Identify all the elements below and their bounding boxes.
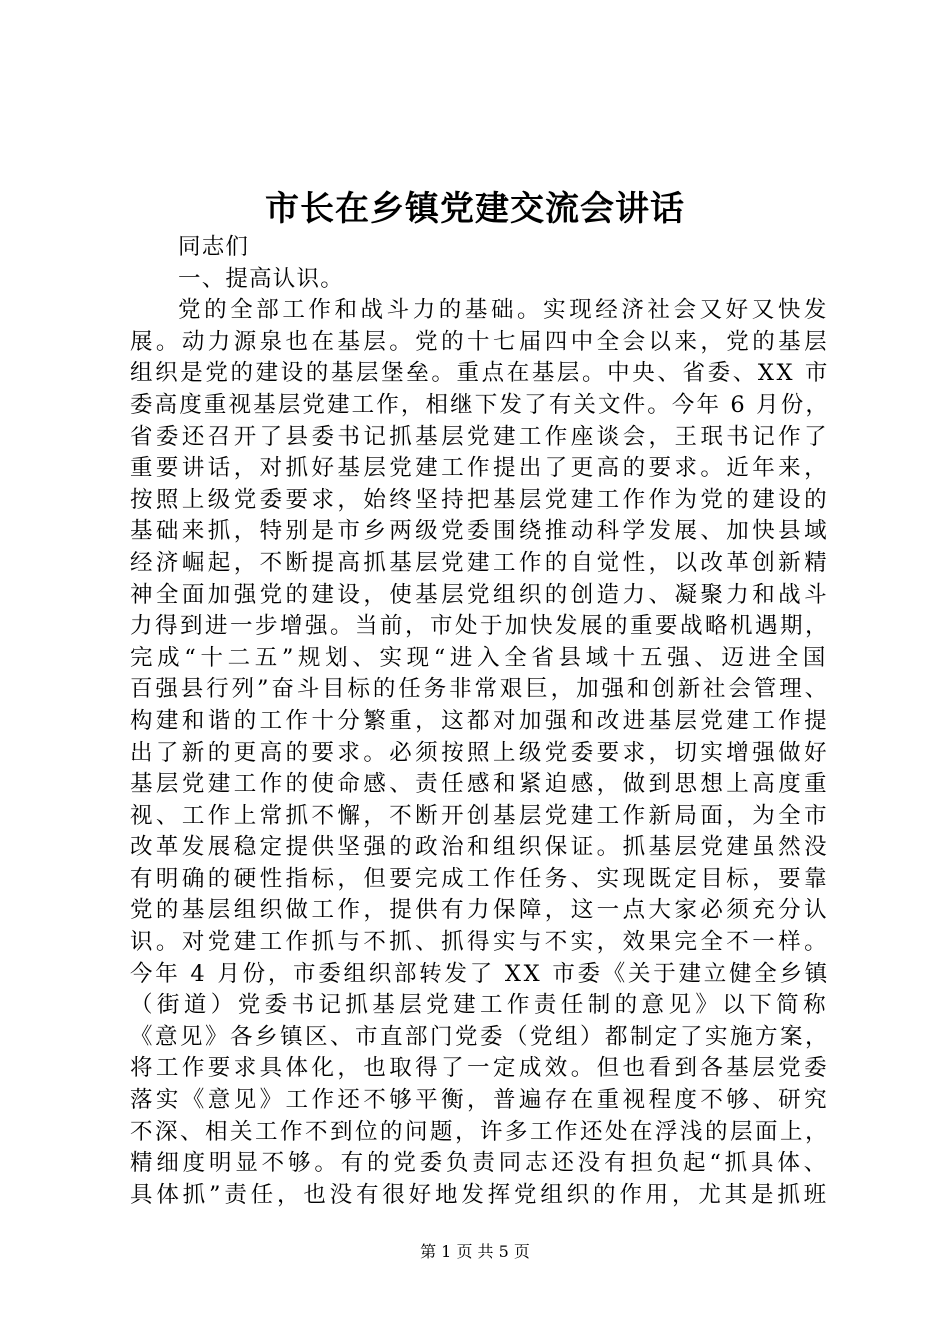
paragraph-line: 精细度明显不够。有的党委负责同志还没有担负起“抓具体、 [130, 1150, 830, 1177]
page-number-footer: 第 1 页 共 5 页 [420, 1242, 530, 1261]
document-body [130, 232, 830, 1211]
paragraph-line: 组织是党的建设的基层堡垒。重点在基层。中央、省委、XX 市 [130, 360, 830, 387]
paragraph-line: 《意见》各乡镇区、市直部门党委（党组）都制定了实施方案， [130, 1023, 830, 1050]
paragraph-line: 今年 4 月份，市委组织部转发了 XX 市委《关于建立健全乡镇 [130, 960, 830, 987]
paragraph-line: 出了新的更高的要求。必须按照上级党委要求，切实增强做好 [130, 739, 830, 766]
paragraph-line: 将工作要求具体化，也取得了一定成效。但也看到各基层党委 [130, 1055, 830, 1082]
paragraph-line: 视、工作上常抓不懈，不断开创基层党建工作新局面，为全市 [130, 802, 830, 829]
paragraph-line: 党的基层组织做工作，提供有力保障，这一点大家必须充分认 [130, 897, 830, 924]
paragraph-line: 识。对党建工作抓与不抓、抓得实与不实，效果完全不一样。 [130, 929, 830, 956]
paragraph-line: 构建和谐的工作十分繁重，这都对加强和改进基层党建工作提 [130, 707, 830, 734]
greeting: 同志们 [178, 234, 250, 260]
paragraph-line: （街道）党委书记抓基层党建工作责任制的意见》以下简称 [130, 992, 830, 1019]
paragraph-line: 改革发展稳定提供坚强的政治和组织保证。抓基层党建虽然没 [130, 834, 830, 861]
paragraph-line: 具体抓”责任，也没有很好地发挥党组织的作用，尤其是抓班 [130, 1181, 830, 1208]
paragraph-line: 展。动力源泉也在基层。党的十七届四中全会以来，党的基层 [130, 328, 830, 355]
paragraph-line: 落实《意见》工作还不够平衡，普遍存在重视程度不够、研究 [130, 1087, 830, 1114]
document-title: 市长在乡镇党建交流会讲话 [265, 189, 685, 229]
paragraph-line: 经济崛起，不断提高抓基层党建工作的自觉性，以改革创新精 [130, 549, 830, 576]
paragraph-line: 党的全部工作和战斗力的基础。实现经济社会又好又快发 [178, 297, 830, 324]
paragraph-line: 省委还召开了县委书记抓基层党建工作座谈会，王珉书记作了 [130, 423, 830, 450]
paragraph-line: 力得到进一步增强。当前，市处于加快发展的重要战略机遇期， [130, 613, 830, 640]
paragraph-line: 完成“十二五”规划、实现“进入全省县域十五强、迈进全国 [130, 644, 830, 671]
body-paragraph [130, 295, 830, 1211]
paragraph-line: 百强县行列”奋斗目标的任务非常艰巨，加强和创新社会管理、 [130, 676, 830, 703]
paragraph-line: 有明确的硬性指标，但要完成工作任务、实现既定目标，要靠 [130, 865, 830, 892]
paragraph-line: 神全面加强党的建设，使基层党组织的创造力、凝聚力和战斗 [130, 581, 830, 608]
paragraph-line: 重要讲话，对抓好基层党建工作提出了更高的要求。近年来， [130, 455, 830, 482]
paragraph-line: 不深、相关工作不到位的问题，许多工作还处在浮浅的层面上， [130, 1118, 830, 1145]
paragraph-line: 委高度重视基层党建工作，相继下发了有关文件。今年 6 月份， [130, 391, 830, 418]
paragraph-line: 基层党建工作的使命感、责任感和紧迫感，做到思想上高度重 [130, 771, 830, 798]
paragraph-line: 基础来抓，特别是市乡两级党委围绕推动科学发展、加快县域 [130, 518, 830, 545]
paragraph-line: 按照上级党委要求，始终坚持把基层党建工作作为党的建设的 [130, 486, 830, 513]
section-heading: 一、提高认识。 [178, 265, 344, 292]
